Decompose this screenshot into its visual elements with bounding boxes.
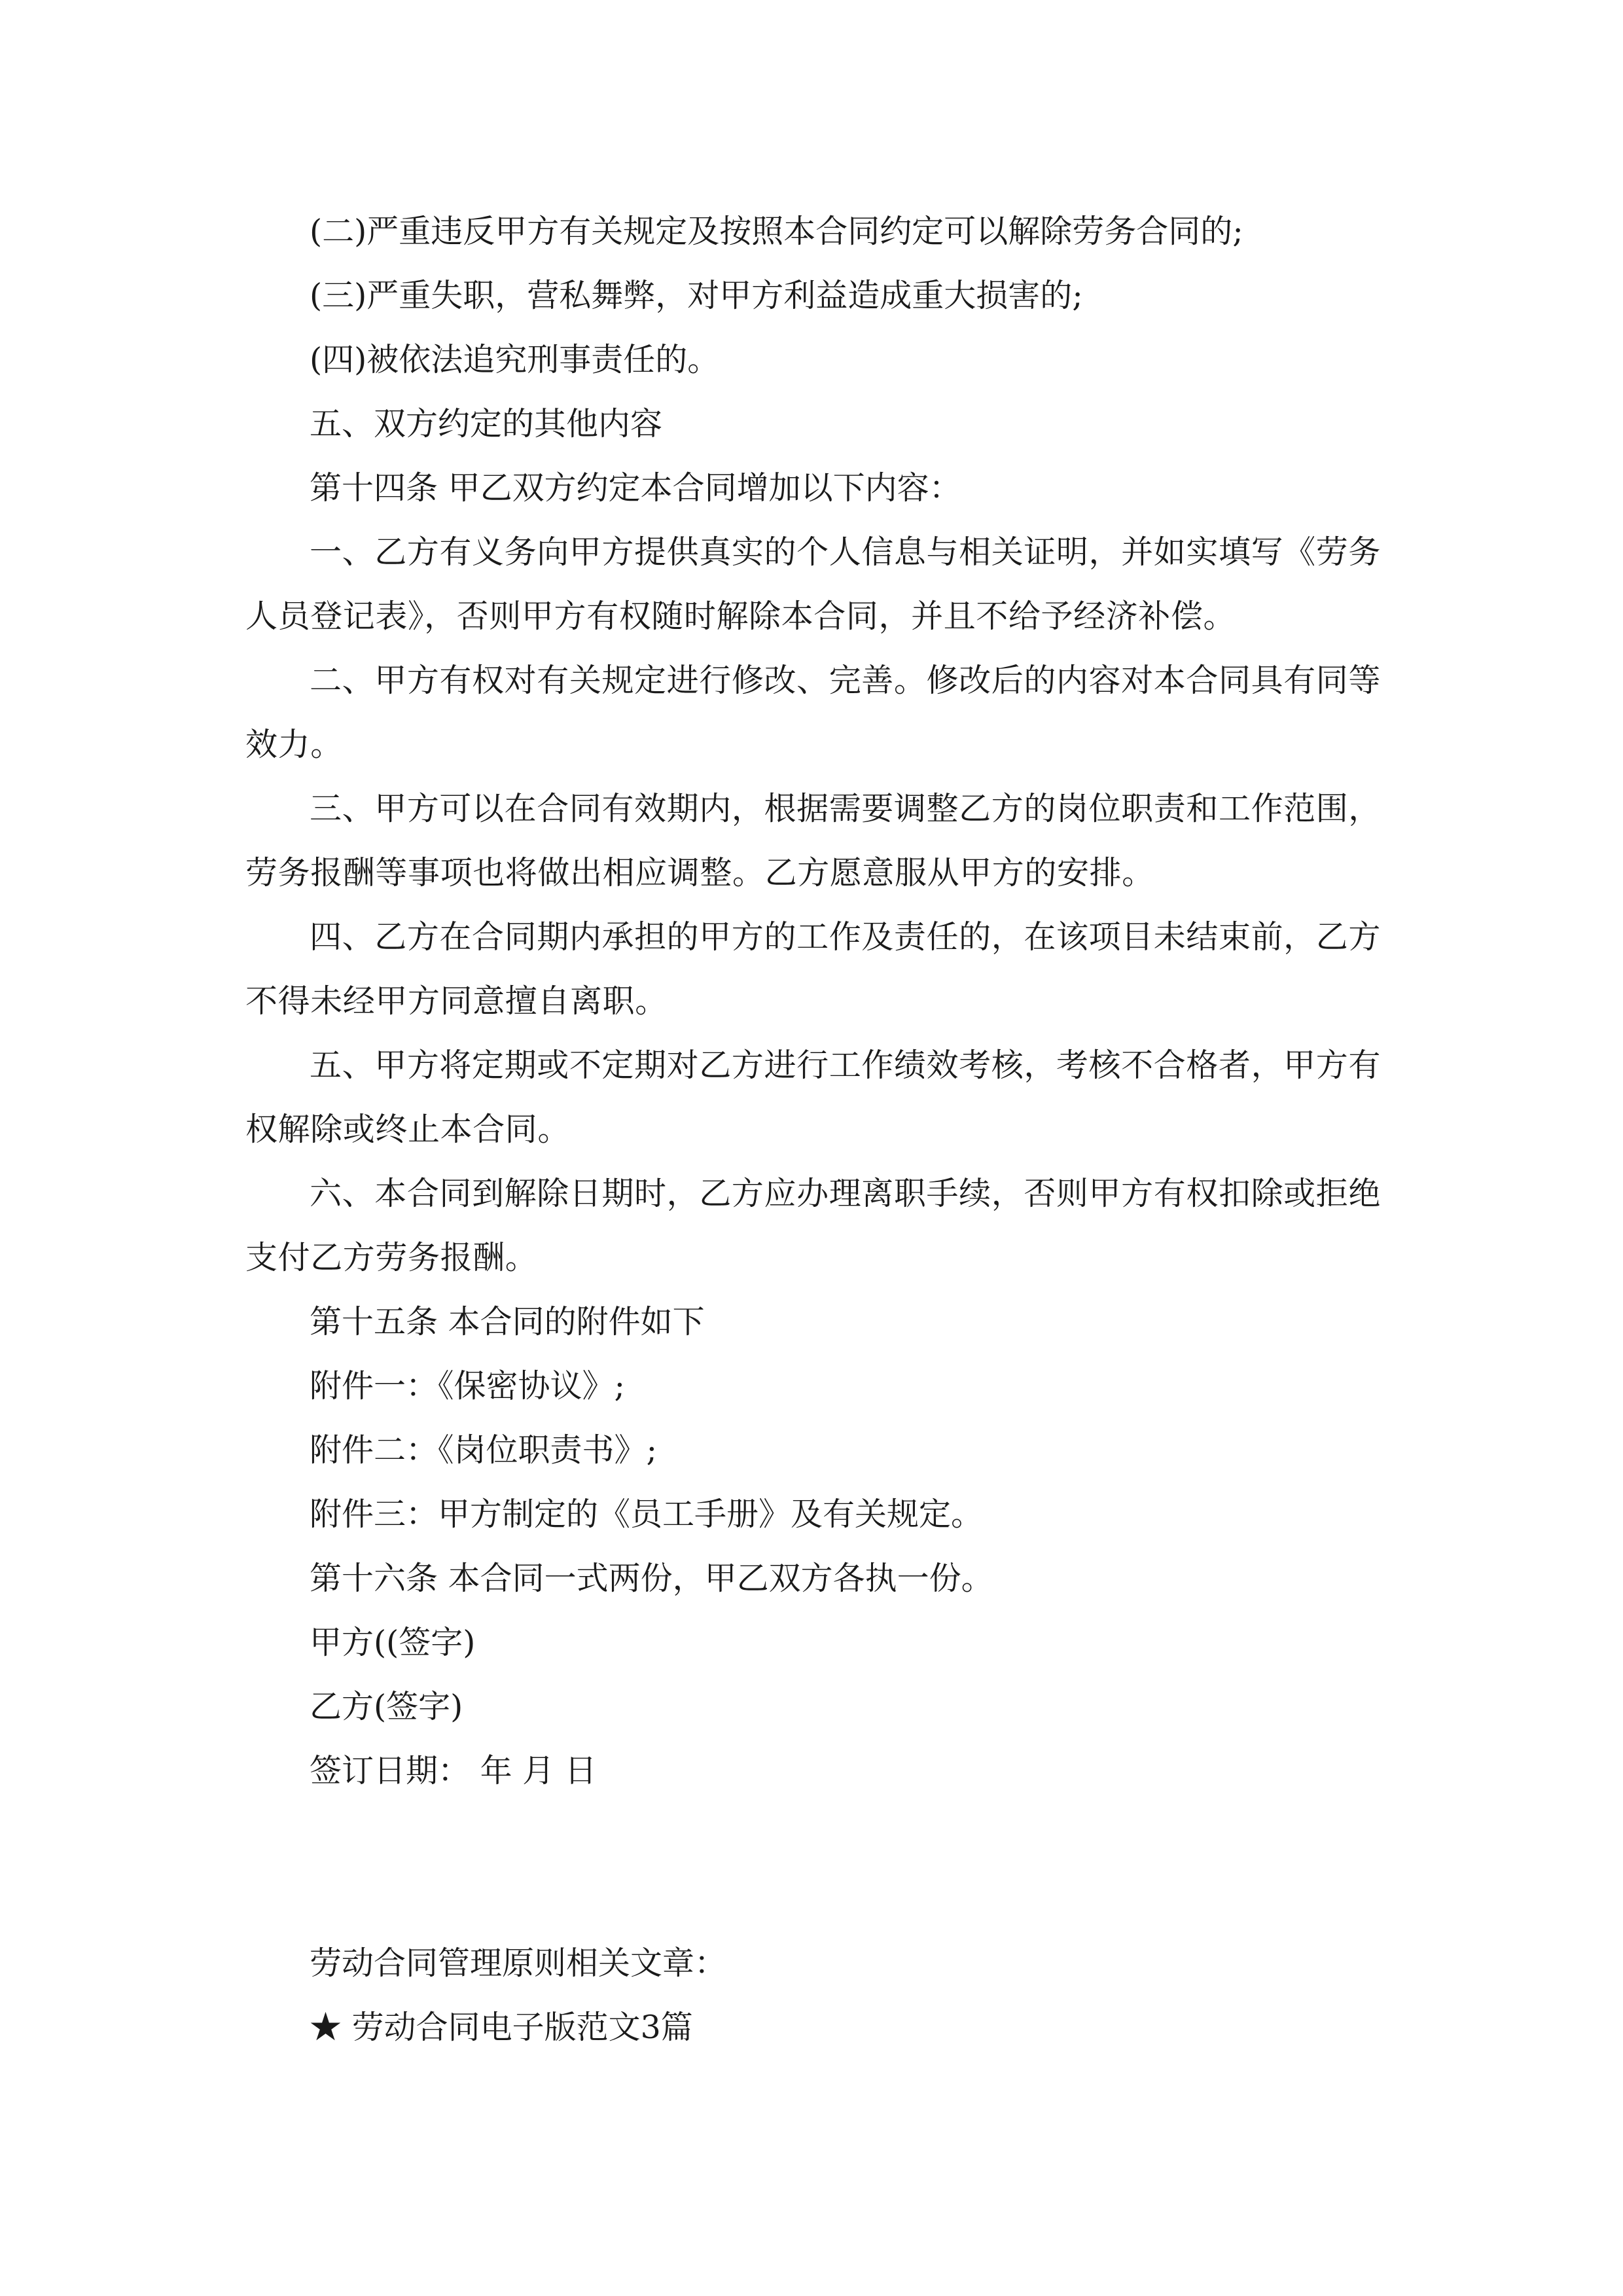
attachment-line: 附件一：《保密协议》;: [310, 1367, 626, 1405]
signing-date: 签订日期： 年 月 日: [310, 1752, 597, 1789]
attachment-line: 附件三：甲方制定的《员工手册》及有关规定。: [310, 1496, 984, 1533]
paragraph: 三、甲方可以在合同有效期内，根据需要调整乙方的岗位职责和工作范围，劳务报酬等事项也将做出相应调整。乙方愿意服从甲方的安排。: [245, 790, 1381, 891]
section-heading: 五、双方约定的其他内容: [310, 405, 663, 442]
party-b-signature: 乙方(签字): [310, 1688, 463, 1725]
related-article-link[interactable]: ★ 劳动合同电子版范文3篇: [310, 2009, 693, 2046]
party-a-signature: 甲方((签字): [310, 1624, 476, 1661]
article-heading: 第十六条 本合同一式两份，甲乙双方各执一份。: [310, 1560, 993, 1597]
attachment-line: 附件二：《岗位职责书》;: [310, 1431, 658, 1469]
document-body: [245, 200, 1381, 2060]
spacer: [245, 1803, 1381, 1931]
paragraph: 四、乙方在合同期内承担的甲方的工作及责任的，在该项目未结束前，乙方不得未经甲方同意擅自离职。: [245, 918, 1381, 1020]
article-heading: 第十四条 甲乙双方约定本合同增加以下内容：: [310, 469, 961, 507]
related-articles-heading: 劳动合同管理原则相关文章：: [310, 1945, 727, 1982]
paragraph: 二、甲方有权对有关规定进行修改、完善。修改后的内容对本合同具有同等效力。: [245, 662, 1381, 763]
paragraph: 六、本合同到解除日期时，乙方应办理离职手续，否则甲方有权扣除或拒绝支付乙方劳务报酬。: [245, 1175, 1381, 1276]
clause-line: (三)严重失职，营私舞弊，对甲方利益造成重大损害的;: [310, 277, 1083, 314]
clause-line: (二)严重违反甲方有关规定及按照本合同约定可以解除劳务合同的;: [310, 213, 1243, 250]
paragraph: 五、甲方将定期或不定期对乙方进行工作绩效考核，考核不合格者，甲方有权解除或终止本合同。: [245, 1047, 1381, 1148]
article-heading: 第十五条 本合同的附件如下: [310, 1303, 705, 1340]
paragraph: 一、乙方有义务向甲方提供真实的个人信息与相关证明，并如实填写《劳务人员登记表》，否则甲方有权随时解除本合同，并且不给予经济补偿。: [245, 533, 1381, 635]
clause-line: (四)被依法追究刑事责任的。: [310, 341, 720, 378]
